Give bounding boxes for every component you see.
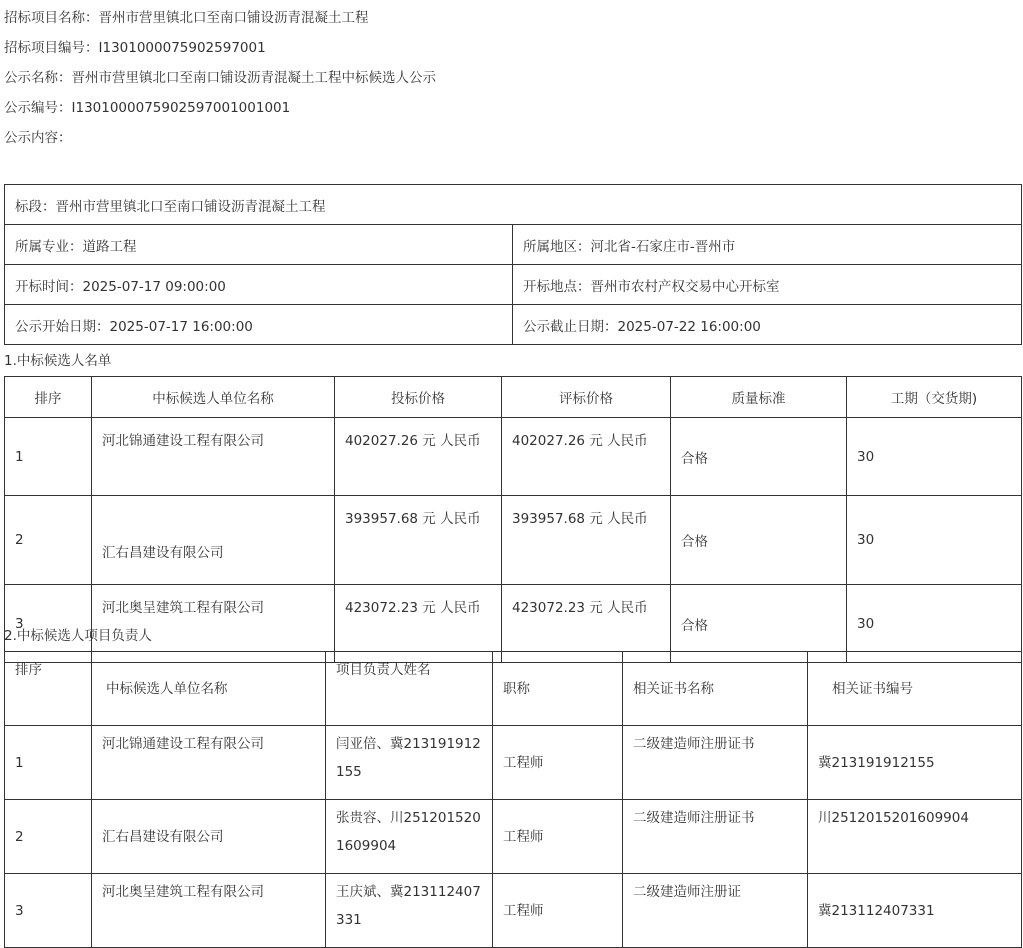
col-period: 工期（交货期) — [847, 377, 1022, 418]
info-table — [4, 184, 1022, 345]
col-manager-name: 项目负责人姓名 — [326, 652, 493, 726]
managers-section-title: 2.中标候选人项目负责人 — [4, 628, 152, 644]
cell-rank: 2 — [5, 496, 92, 585]
col-rank: 排序 — [5, 377, 92, 418]
cell-company: 河北奥呈建筑工程有限公司 — [92, 585, 335, 663]
meta-value: I1301000075902597001001001 — [71, 100, 291, 116]
cell-rank: 3 — [5, 585, 92, 663]
cell-rank: 1 — [5, 418, 92, 496]
table-row — [5, 418, 1022, 496]
table-header-row — [5, 377, 1022, 418]
meta-value: 晋州市营里镇北口至南口铺设沥青混凝土工程中标候选人公示 — [71, 70, 436, 86]
col-rank: 排序 — [5, 652, 92, 726]
cell-bid: 393957.68 元 人民币 — [335, 496, 502, 585]
info-open-place: 开标地点：晋州市农村产权交易中心开标室 — [513, 265, 1022, 305]
cell-manager-name: 王庆斌、冀213112407331 — [326, 874, 493, 948]
col-company: 中标候选人单位名称 — [92, 652, 326, 726]
cell-cert-no: 冀213191912155 — [808, 726, 1022, 800]
meta-value: I1301000075902597001 — [98, 40, 266, 56]
cell-eval: 423072.23 元 人民币 — [502, 585, 671, 663]
meta-value: 晋州市营里镇北口至南口铺设沥青混凝土工程 — [98, 10, 369, 26]
meta-label: 公示名称： — [4, 70, 72, 86]
table-row — [5, 726, 1022, 800]
candidates-section-title: 1.中标候选人名单 — [4, 353, 112, 369]
info-publish-start: 公示开始日期：2025-07-17 16:00:00 — [5, 305, 513, 345]
cell-company: 汇右昌建设有限公司 — [92, 496, 335, 585]
col-eval-price: 评标价格 — [502, 377, 671, 418]
cell-rank: 3 — [5, 874, 92, 948]
meta-label: 招标项目编号： — [4, 40, 99, 56]
table-row — [5, 496, 1022, 585]
meta-notice-name — [4, 69, 436, 87]
cell-manager-name: 张贵容、川2512015201609904 — [326, 800, 493, 874]
cell-period: 30 — [847, 418, 1022, 496]
cell-cert-name: 二级建造师注册证书 — [623, 726, 808, 800]
cell-company: 汇右昌建设有限公司 — [92, 800, 326, 874]
cell-bid: 423072.23 元 人民币 — [335, 585, 502, 663]
cell-cert-name: 二级建造师注册证书 — [623, 800, 808, 874]
meta-project-name — [4, 9, 369, 27]
cell-eval: 402027.26 元 人民币 — [502, 418, 671, 496]
cell-bid: 402027.26 元 人民币 — [335, 418, 502, 496]
table-row — [5, 800, 1022, 874]
cell-rank: 1 — [5, 726, 92, 800]
candidates-table — [4, 376, 1022, 663]
cell-company: 河北锦通建设工程有限公司 — [92, 726, 326, 800]
cell-quality: 合格 — [671, 418, 847, 496]
info-open-time: 开标时间：2025-07-17 09:00:00 — [5, 265, 513, 305]
col-title: 职称 — [493, 652, 623, 726]
cell-company: 河北锦通建设工程有限公司 — [92, 418, 335, 496]
cell-quality: 合格 — [671, 496, 847, 585]
col-company: 中标候选人单位名称 — [92, 377, 335, 418]
table-header-row — [5, 652, 1022, 726]
cell-title: 工程师 — [493, 726, 623, 800]
cell-title: 工程师 — [493, 800, 623, 874]
table-row — [5, 874, 1022, 948]
meta-label: 招标项目名称： — [4, 10, 99, 26]
cell-title: 工程师 — [493, 874, 623, 948]
cell-rank: 2 — [5, 800, 92, 874]
info-publish-end: 公示截止日期：2025-07-22 16:00:00 — [513, 305, 1022, 345]
meta-project-code — [4, 39, 266, 57]
meta-label: 公示编号： — [4, 100, 72, 116]
cell-period: 30 — [847, 585, 1022, 663]
info-region: 所属地区：河北省-石家庄市-晋州市 — [513, 225, 1022, 265]
cell-period: 30 — [847, 496, 1022, 585]
info-specialty: 所属专业：道路工程 — [5, 225, 513, 265]
meta-notice-code — [4, 99, 290, 117]
info-section: 标段：晋州市营里镇北口至南口铺设沥青混凝土工程 — [5, 185, 1022, 225]
cell-quality: 合格 — [671, 585, 847, 663]
cell-cert-name: 二级建造师注册证 — [623, 874, 808, 948]
col-bid-price: 投标价格 — [335, 377, 502, 418]
managers-table — [4, 651, 1022, 948]
meta-notice-content — [4, 129, 72, 147]
cell-cert-no: 川2512015201609904 — [808, 800, 1022, 874]
col-cert-name: 相关证书名称 — [623, 652, 808, 726]
cell-cert-no: 冀213112407331 — [808, 874, 1022, 948]
cell-manager-name: 闫亚倍、冀213191912155 — [326, 726, 493, 800]
cell-eval: 393957.68 元 人民币 — [502, 496, 671, 585]
cell-company: 河北奥呈建筑工程有限公司 — [92, 874, 326, 948]
meta-label: 公示内容： — [4, 130, 72, 146]
col-quality: 质量标准 — [671, 377, 847, 418]
col-cert-no: 相关证书编号 — [808, 652, 1022, 726]
